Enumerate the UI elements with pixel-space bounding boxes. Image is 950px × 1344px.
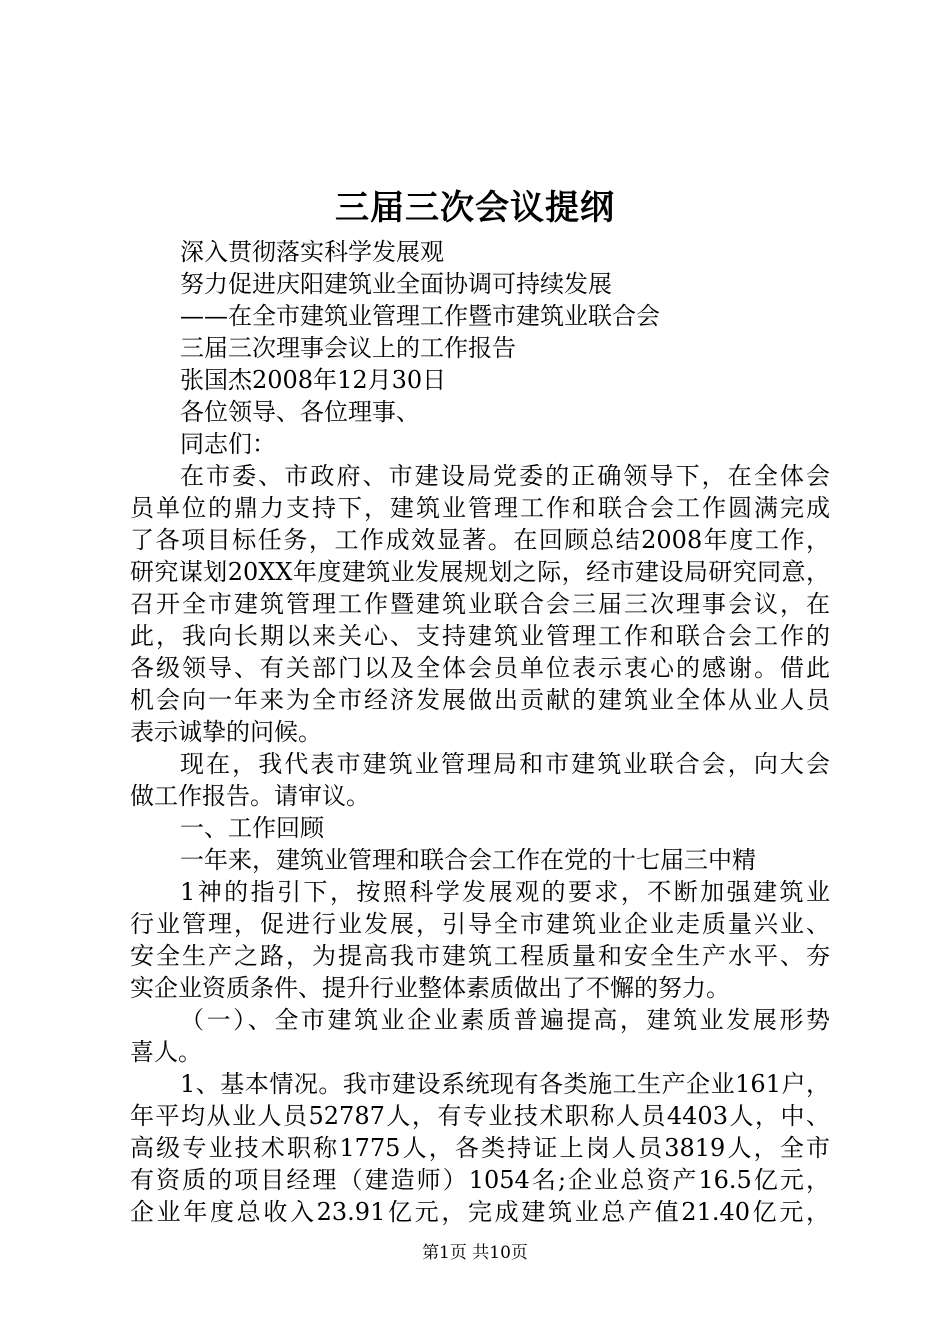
text-line: 深入贯彻落实科学发展观: [180, 238, 444, 266]
text-line: 三届三次理事会议上的工作报告: [180, 334, 516, 362]
document-title: 三届三次会议提纲: [335, 188, 615, 228]
text-line: 现在，我代表市建筑业管理局和市建筑业联合会，向大会: [180, 750, 830, 778]
text-line: ——在全市建筑业管理工作暨市建筑业联合会: [180, 302, 660, 330]
text-line: 表示诚挚的问候。: [130, 718, 322, 746]
text-line: 同志们：: [180, 430, 276, 458]
text-line: 有资质的项目经理（建造师）1054名;企业总资产16.5亿元，: [130, 1166, 830, 1194]
text-line: 喜人。: [130, 1038, 202, 1066]
text-line: 1、基本情况。我市建设系统现有各类施工生产企业161户，: [180, 1070, 830, 1098]
text-line: 员单位的鼎力支持下，建筑业管理工作和联合会工作圆满完成: [130, 494, 830, 522]
text-line: 召开全市建筑管理工作暨建筑业联合会三届三次理事会议，在: [130, 590, 830, 618]
text-line: 高级专业技术职称1775人，各类持证上岗人员3819人，全市: [130, 1134, 830, 1162]
document-body: [130, 236, 830, 1228]
text-line: （一）、全市建筑业企业素质普遍提高，建筑业发展形势: [180, 1006, 830, 1034]
text-line: 研究谋划20XX年度建筑业发展规划之际，经市建设局研究同意，: [130, 558, 830, 586]
text-line: 年平均从业人员52787人，有专业技术职称人员4403人，中、: [130, 1102, 830, 1130]
text-line: 做工作报告。请审议。: [130, 782, 370, 810]
text-line: 在市委、市政府、市建设局党委的正确领导下，在全体会: [180, 462, 830, 490]
text-line: 各级领导、有关部门以及全体会员单位表示衷心的感谢。借此: [130, 654, 830, 682]
text-line: 努力促进庆阳建筑业全面协调可持续发展: [180, 270, 612, 298]
text-line: 行业管理，促进行业发展，引导全市建筑业企业走质量兴业、: [130, 910, 830, 938]
text-line: 张国杰2008年12月30日: [180, 366, 447, 394]
text-line: 1神的指引下，按照科学发展观的要求，不断加强建筑业: [180, 878, 830, 906]
text-line: 实企业资质条件、提升行业整体素质做出了不懈的努力。: [130, 974, 730, 1002]
text-line: 企业年度总收入23.91亿元，完成建筑业总产值21.40亿元，: [130, 1198, 830, 1226]
text-line: 一、工作回顾: [180, 814, 324, 842]
text-line: 此，我向长期以来关心、支持建筑业管理工作和联合会工作的: [130, 622, 830, 650]
text-line: 机会向一年来为全市经济发展做出贡献的建筑业全体从业人员: [130, 686, 830, 714]
page-footer: 第1页 共10页: [422, 1243, 528, 1263]
text-line: 一年来，建筑业管理和联合会工作在党的十七届三中精: [180, 846, 756, 874]
text-line: 了各项目标任务，工作成效显著。在回顾总结2008年度工作，: [130, 526, 830, 554]
text-line: 各位领导、各位理事、: [180, 398, 420, 426]
text-line: 安全生产之路，为提高我市建筑工程质量和安全生产水平、夯: [130, 942, 830, 970]
